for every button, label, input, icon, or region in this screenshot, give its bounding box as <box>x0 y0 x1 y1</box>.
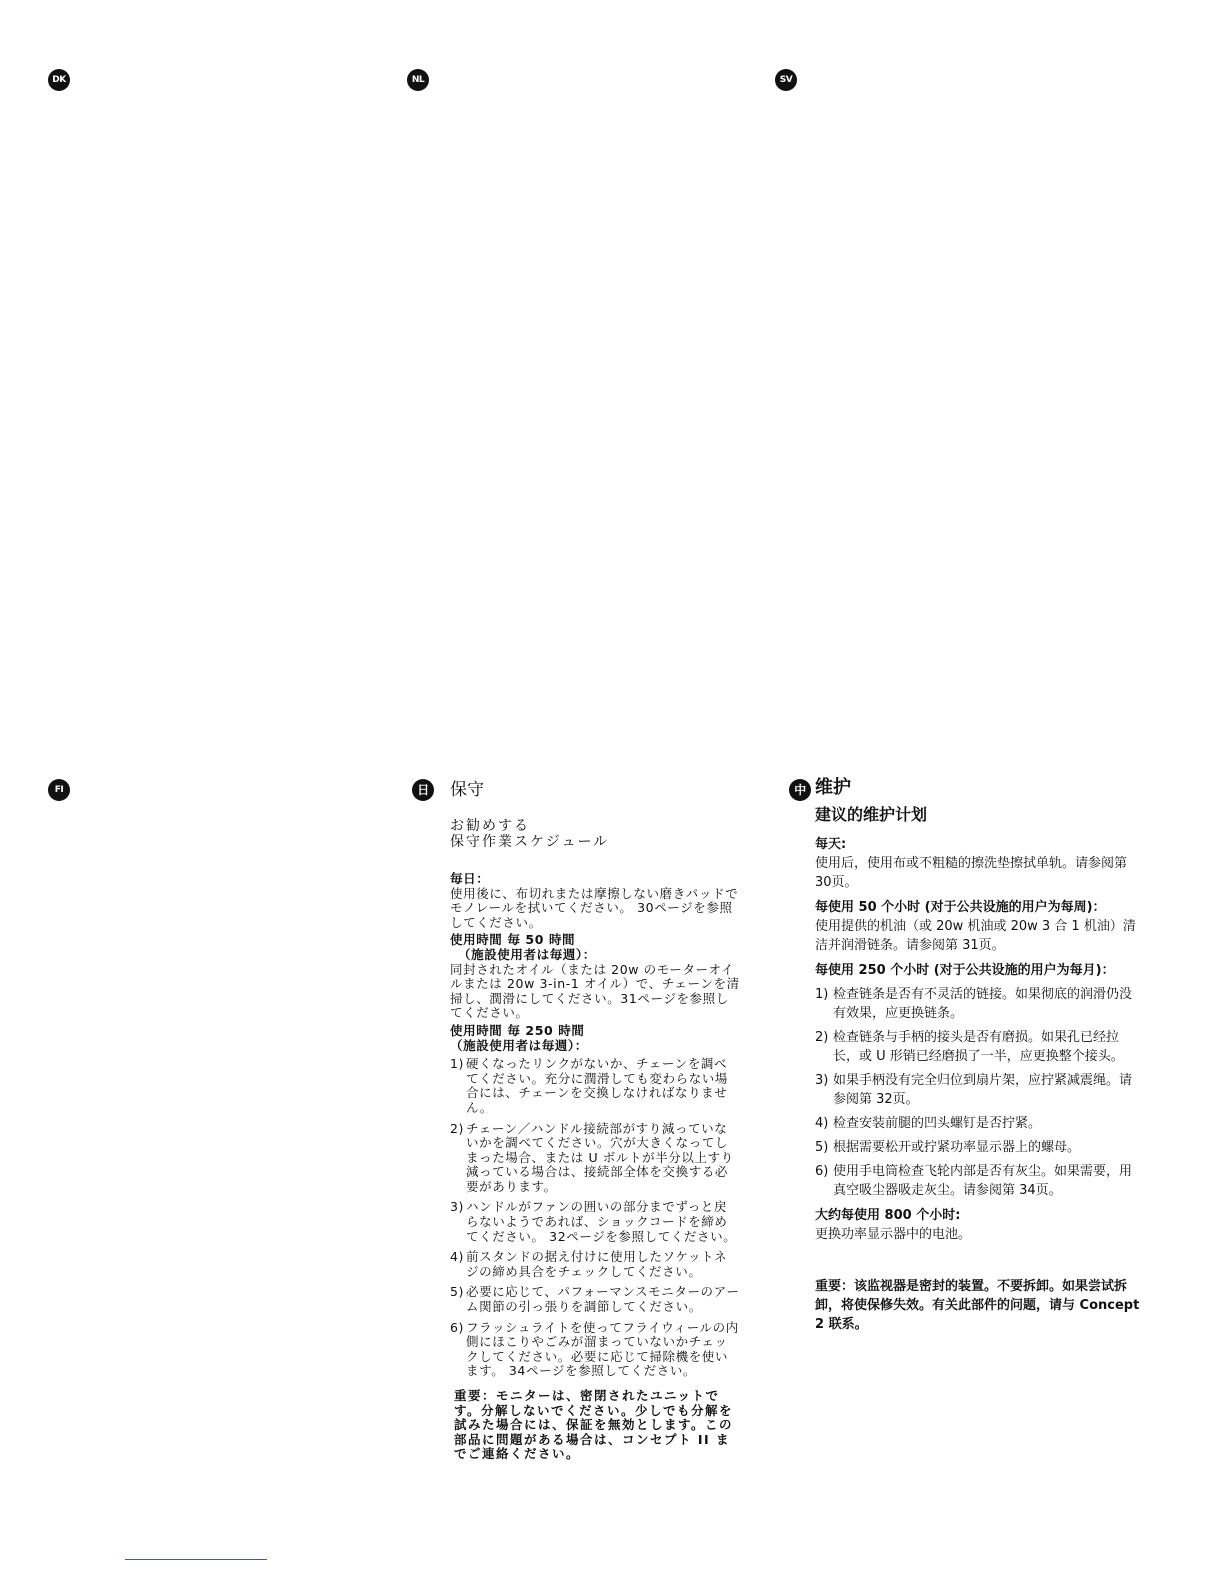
japanese-50h-text: 同封されたオイル（または 20w のモーターオイルまたは 20w 3-in-1 オイル）で、チェーンを清掃し、潤滑にしてください。31ページを参照してください。 <box>450 961 740 1021</box>
list-item <box>815 1071 1140 1109</box>
list-item-number: 1) <box>450 1056 465 1072</box>
list-item-text: ハンドルがファンの囲いの部分までずっと戻らないようであれば、ショックコードを締めてください。 32ページを参照してください。 <box>466 1199 737 1244</box>
language-badge-jp: 日 <box>412 779 434 801</box>
japanese-maintenance-list <box>450 1057 740 1379</box>
list-item-number: 3) <box>815 1073 829 1088</box>
chinese-section <box>815 804 1140 1334</box>
list-item <box>815 1028 1140 1066</box>
chinese-50h-heading: 每使用 50 个小时 (对于公共设施的用户为每周)： <box>815 900 1106 915</box>
japanese-important-note: 重要：モニターは、密閉されたユニットです。分解しないでください。少しでも分解を試みた場合には、保証を無効とします。この部品に問題がある場合は、コンセプト II までご連絡ください。 <box>454 1388 734 1462</box>
list-item <box>450 1250 740 1279</box>
chinese-250h-heading: 每使用 250 个小时 (对于公共设施的用户为每月)： <box>815 963 1115 978</box>
list-item-text: 检查链条与手柄的接头是否有磨损。如果孔已经拉长，或 U 形销已经磨损了一半，应更换整个接头。 <box>833 1030 1124 1064</box>
list-item <box>815 1138 1140 1157</box>
chinese-maintenance-list <box>815 985 1140 1200</box>
footer-divider <box>125 1559 267 1560</box>
list-item-text: 检查安装前腿的凹头螺钉是否拧紧。 <box>833 1116 1042 1131</box>
list-item <box>450 1122 740 1195</box>
japanese-250h-heading-line-2: （施設使用者は毎週）： <box>450 1037 588 1053</box>
language-badge-fi: FI <box>48 779 70 801</box>
list-item-number: 6) <box>815 1164 829 1179</box>
list-item-number: 4) <box>450 1249 465 1265</box>
chinese-800h-text: 更换功率显示器中的电池。 <box>815 1227 972 1242</box>
list-item-text: 必要に応じて、パフォーマンスモニターのアーム関節の引っ張りを調節してください。 <box>466 1284 740 1315</box>
language-badge-cn: 中 <box>789 779 811 801</box>
list-item-text: 硬くなったリンクがないか、チェーンを調べてください。充分に潤滑しても変わらない場合には、チェーンを交換しなければなりません。 <box>466 1056 729 1115</box>
language-badge-sv: SV <box>775 69 797 91</box>
list-item-number: 4) <box>815 1116 829 1131</box>
list-item <box>815 985 1140 1023</box>
list-item-number: 5) <box>450 1284 465 1300</box>
language-badge-dk: DK <box>48 69 70 91</box>
list-item-text: 如果手柄没有完全归位到扇片架，应拧紧减震绳。请参阅第 32页。 <box>833 1073 1133 1107</box>
japanese-section <box>450 818 740 1465</box>
list-item <box>450 1285 740 1314</box>
list-item-text: チェーン／ハンドル接続部がすり減っていないかを調べてください。穴が大きくなってしまった場合、または U ボルトが半分以上すり減っている場合は、接続部全体を交換する必要があります。 <box>466 1120 734 1194</box>
japanese-section-title: 保守 <box>450 780 484 800</box>
list-item-number: 6) <box>450 1319 465 1335</box>
chinese-daily-text: 使用后，使用布或不粗糙的擦洗垫擦拭单轨。请参阅第 30页。 <box>815 856 1128 890</box>
japanese-50h-heading-line-2: （施設使用者は毎週）： <box>458 946 596 962</box>
list-item-text: 根据需要松开或拧紧功率显示器上的螺母。 <box>833 1140 1081 1155</box>
list-item-text: 前スタンドの据え付けに使用したソケットネジの締め具合をチェックしてください。 <box>466 1249 728 1279</box>
list-item <box>450 1321 740 1379</box>
list-item-number: 2) <box>450 1120 465 1136</box>
language-badge-nl: NL <box>407 69 429 91</box>
japanese-250h-heading-line-1: 使用時間 毎 250 時間 <box>450 1022 585 1038</box>
chinese-important-note: 重要：该监视器是密封的装置。不要拆卸。如果尝试拆卸，将使保修失效。有关此部件的问题，请与 Concept 2 联系。 <box>815 1279 1140 1332</box>
list-item-number: 1) <box>815 987 829 1002</box>
list-item-number: 2) <box>815 1030 829 1045</box>
chinese-800h-heading: 大约每使用 800 个小时: <box>815 1208 961 1223</box>
list-item <box>450 1200 740 1244</box>
list-item <box>815 1162 1140 1200</box>
list-item <box>450 1057 740 1115</box>
list-item-number: 3) <box>450 1199 465 1215</box>
japanese-subtitle-line-1: お勧めする <box>450 818 530 834</box>
list-item-number: 5) <box>815 1140 829 1155</box>
chinese-50h-text: 使用提供的机油（或 20w 机油或 20w 3 合 1 机油）清洁并润滑链条。请参阅第 31页。 <box>815 919 1136 953</box>
list-item-text: フラッシュライトを使ってフライウィールの内側にほこりやごみが溜まっていないかチェックしてください。必要に応じて掃除機を使います。 34ページを参照してください。 <box>466 1319 739 1379</box>
list-item-text: 使用手电筒检查飞轮内部是否有灰尘。如果需要，用真空吸尘器吸走灰尘。请参阅第 34页。 <box>833 1164 1133 1198</box>
japanese-50h-heading-line-1: 使用時間 毎 50 時間 <box>450 932 576 948</box>
japanese-subtitle-line-2: 保守作業スケジュール <box>450 834 610 850</box>
japanese-subtitle <box>450 818 740 850</box>
japanese-daily-heading: 毎日： <box>450 871 490 886</box>
chinese-daily-heading: 每天: <box>815 837 847 852</box>
chinese-section-title: 维护 <box>815 777 851 798</box>
list-item <box>815 1114 1140 1133</box>
chinese-subtitle: 建议的维护计划 <box>815 805 928 824</box>
list-item-text: 检查链条是否有不灵活的链接。如果彻底的润滑仍没有效果，应更换链条。 <box>833 987 1133 1021</box>
japanese-daily-text: 使用後に、布切れまたは摩擦しない磨きパッドでモノレールを拭いてください。 30ページを参照してください。 <box>450 885 739 930</box>
